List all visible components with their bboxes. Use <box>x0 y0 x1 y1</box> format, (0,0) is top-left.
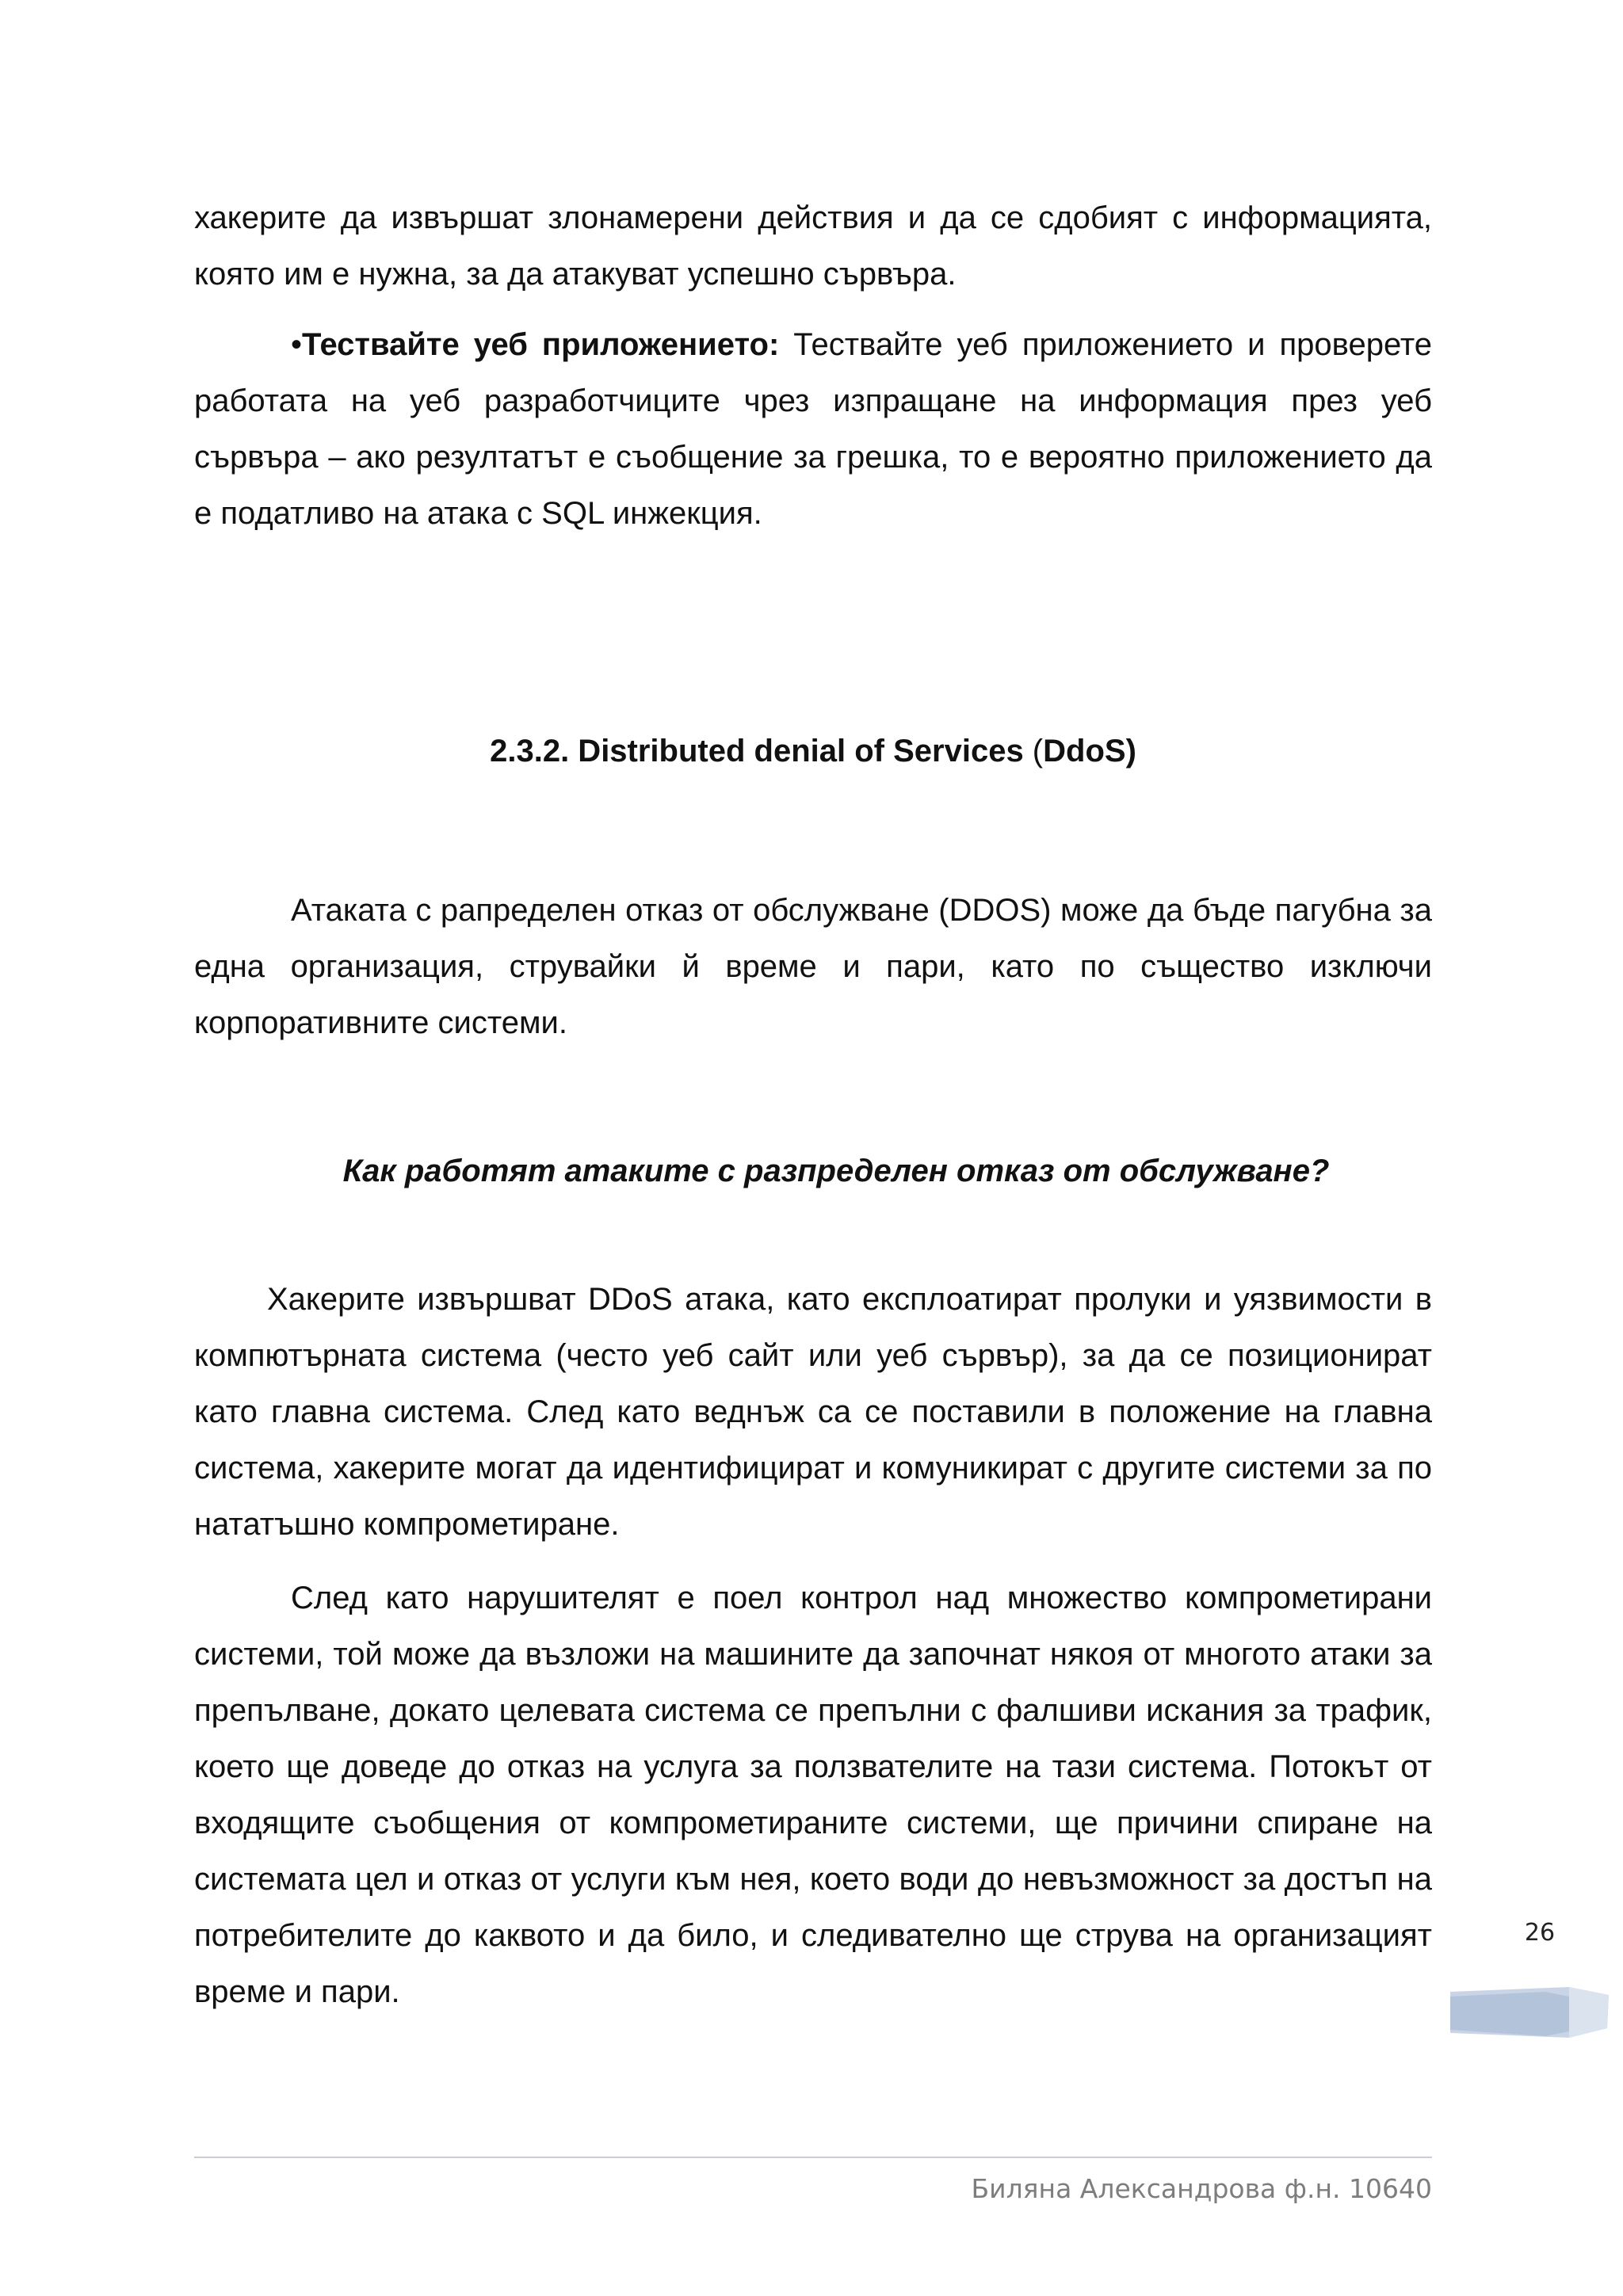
footer-divider <box>194 2157 1432 2158</box>
bullet-glyph: • <box>291 327 303 362</box>
page-number: 26 <box>1524 1919 1556 1947</box>
section-heading <box>194 734 1432 769</box>
section-heading-close-paren: ) <box>1125 734 1136 769</box>
subheading-how-ddos-works: Как работят атаките с разпределен отказ от обслужване? <box>342 1154 1330 1188</box>
paragraph-test-web-app <box>194 317 1432 542</box>
page-tab-decoration <box>1450 1981 1609 2044</box>
section-heading-title: 2.3.2. Distributed denial of Services <box>490 734 1024 769</box>
section-heading-abbr: DdoS <box>1043 734 1126 769</box>
paragraph-continuation: хакерите да извършат злонамерени действия и да се сдобият с информацията, която им е нужна, за да атакуват успешно сървъра. <box>194 200 1432 292</box>
footer-author: Биляна Александрова ф.н. 10640 <box>971 2173 1432 2204</box>
section-heading-open-paren: ( <box>1023 734 1044 769</box>
bullet-description: Тествайте уеб приложението и проверете работата на уеб разработчиците чрез изпращане на информация през уеб сървъра – ако резултатът е съобщение за грешка, то е вероятно приложението да е податливо на атака с SQL инжекция. <box>194 327 1433 531</box>
paragraph-ddos-exploit: Хакерите извършват DDoS атака, като експлоатират пролуки и уязвимости в компютърната система (често уеб сайт или уеб сървър), за да се позиционират като главна система. След като веднъж са се поставили в положение на главна система, хакерите могат да идентифицират и комуникират с другите системи за по нататъшно компрометиране. <box>194 1282 1432 1542</box>
bullet-term: Тествайте уеб приложението: <box>302 327 780 362</box>
paragraph-ddos-intro: Атаката с рапределен отказ от обслужване (DDOS) може да бъде пагубна за една организация, струвайки й време и пари, като по същество изключи корпоративните системи. <box>194 893 1432 1040</box>
paragraph-ddos-flood: След като нарушителят е поел контрол над множество компрометирани системи, той може да възложи на машините да започнат някоя от многото атаки за препълване, докато целевата система се препълни с фалшиви искания за трафик, което ще доведе до отказ на услуга за ползвателите на тази система. Потокът от входящите съобщения от компрометираните системи, ще причини спиране на системата цел и отказ от услуги към нея, което води до невъзможност за достъп на потребителите до каквото и да било, и следивателно ще струва на организацият време и пари. <box>194 1581 1432 2009</box>
